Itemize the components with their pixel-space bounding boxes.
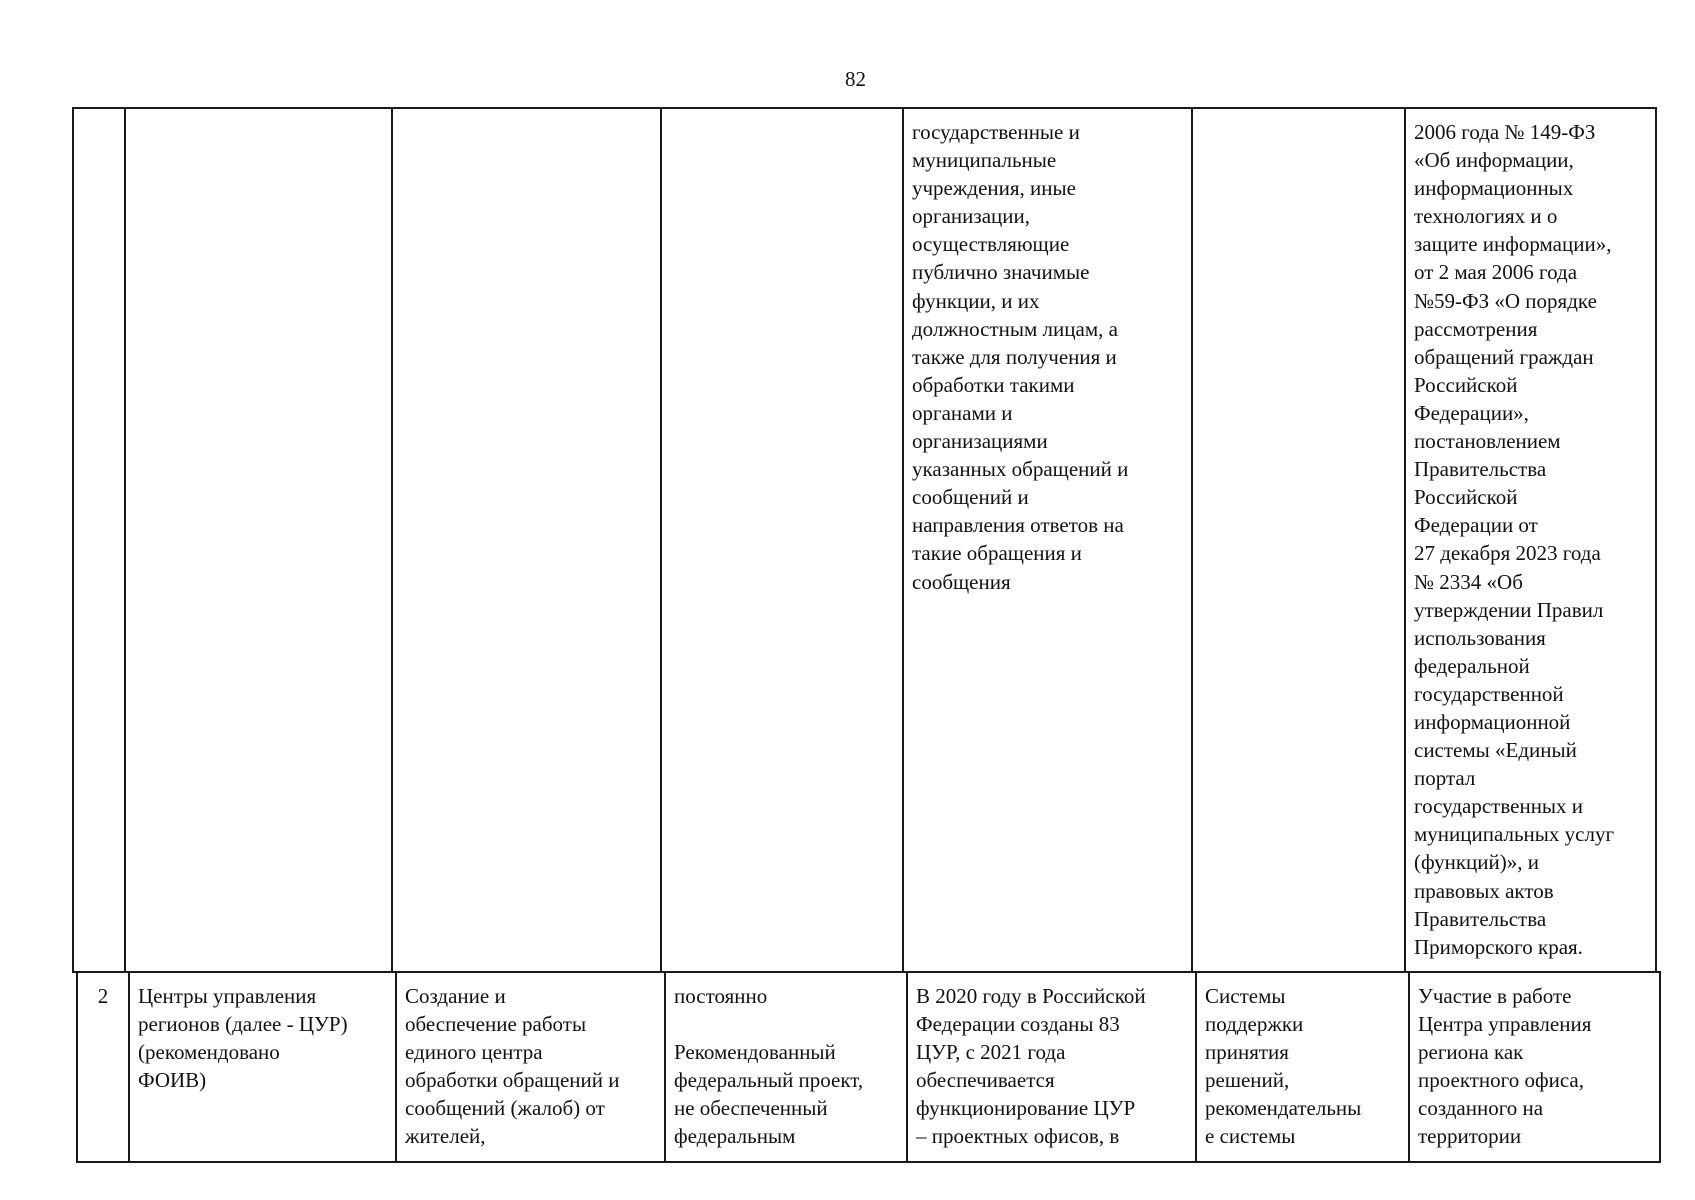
table-cell-measure: Создание и обеспечение работы единого центра обработки обращений и сообщений (жалоб) от жителей, — [397, 973, 666, 1161]
table-cell-description: В 2020 году в Российской Федерации созданы 83 ЦУР, с 2021 года обеспечивается функционирование ЦУР – проектных офисов, в — [908, 973, 1197, 1161]
table-cell-legal-basis: Участие в работе Центра управления региона как проектного офиса, созданного на территории — [1410, 973, 1661, 1161]
table-cell-legal-basis: 2006 года № 149-ФЗ «Об информации, информационных технологиях и о защите информации», от 2 мая 2006 года №59-ФЗ «О порядке рассмотрения обращений граждан Российской Федерации», постановлением Правительства Российской Федерации от 27 декабря 2023 года № 2334 «Об утверждении Правил использования федеральной государственной информационной системы «Единый портал государственных и муниципальных услуг (функций)», и правовых актов Правительства Приморского края. — [1406, 109, 1657, 973]
table-cell-subject — [126, 109, 393, 973]
table-row — [72, 107, 1657, 973]
table-cell-number — [74, 109, 126, 973]
table-cell-subject: Центры управления регионов (далее - ЦУР) (рекомендовано ФОИВ) — [130, 973, 397, 1161]
table-cell-systems — [1193, 109, 1406, 973]
table-cell-term: постоянно Рекомендованный федеральный проект, не обеспеченный федеральным — [666, 973, 908, 1161]
page-number: 82 — [845, 67, 866, 91]
table-cell-term — [662, 109, 904, 973]
table-cell-measure — [393, 109, 662, 973]
table-row — [76, 971, 1661, 1163]
table-cell-number: 2 — [78, 973, 130, 1161]
table-cell-systems: Системы поддержки принятия решений, рекомендательны е системы — [1197, 973, 1410, 1161]
table-cell-description: государственные и муниципальные учреждения, иные организации, осуществляющие публично значимые функции, и их должностным лицам, а также для получения и обработки такими органами и организациями указанных обращений и сообщений и направления ответов на такие обращения и сообщения — [904, 109, 1193, 973]
